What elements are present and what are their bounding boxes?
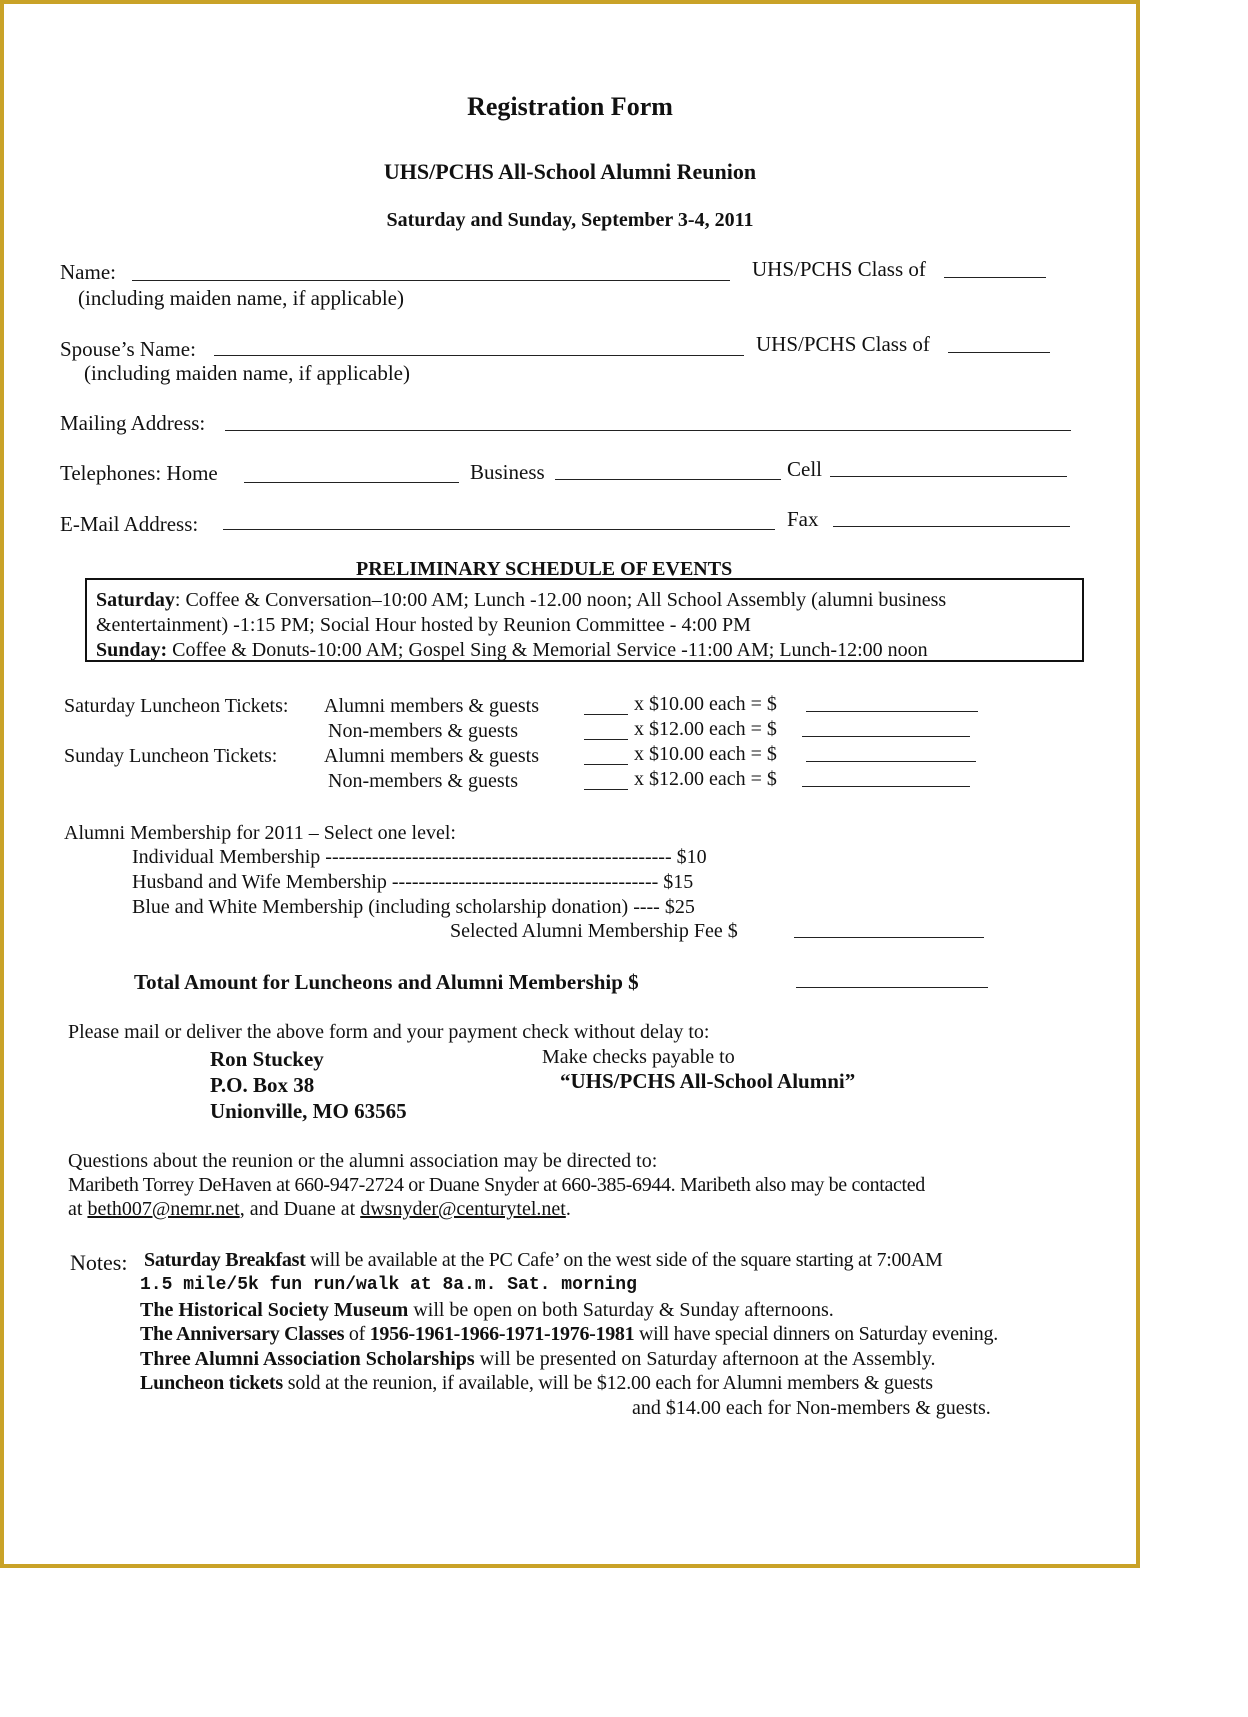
- sunday-tickets-label: Sunday Luncheon Tickets:: [64, 745, 278, 767]
- form-subtitle: UHS/PCHS All-School Alumni Reunion: [383, 159, 757, 184]
- mailing-intro: Please mail or deliver the above form and your payment check without delay to:: [68, 1021, 710, 1043]
- form-title: Registration Form: [467, 92, 673, 121]
- selected-fee-field[interactable]: [794, 920, 984, 938]
- note-luncheon-bold: Luncheon tickets: [140, 1372, 283, 1394]
- note-museum-bold: The Historical Society Museum: [140, 1299, 409, 1321]
- payable-to: “UHS/PCHS All-School Alumni”: [560, 1069, 856, 1093]
- saturday-nonmember-price: x $12.00 each = $: [634, 718, 777, 740]
- email-link-maribeth[interactable]: beth007@nemr.net: [87, 1198, 240, 1220]
- mail-to-box: P.O. Box 38: [210, 1073, 315, 1097]
- sunday-events: Coffee & Donuts-10:00 AM; Gospel Sing & Memorial Service -11:00 AM; Lunch-12:00 noon: [167, 639, 928, 661]
- schedule-saturday-line-2: &entertainment) -1:15 PM; Social Hour hosted by Reunion Committee - 4:00 PM: [96, 614, 751, 636]
- email-label: E-Mail Address:: [60, 512, 199, 536]
- email-field[interactable]: [223, 512, 775, 530]
- questions-emails: [68, 1198, 571, 1221]
- mail-to-name: Ron Stuckey: [210, 1047, 324, 1071]
- email-link-duane[interactable]: dwsnyder@centurytel.net: [360, 1198, 566, 1220]
- schedule-box: [85, 578, 1084, 662]
- business-label: Business: [470, 460, 545, 484]
- sunday-nonmember-label: Non-members & guests: [328, 770, 518, 792]
- membership-heading: Alumni Membership for 2011 – Select one level:: [64, 822, 456, 844]
- questions-contacts: Maribeth Torrey DeHaven at 660-947-2724 or Duane Snyder at 660-385-6944. Maribeth also may be contacted: [68, 1174, 925, 1196]
- schedule-heading: PRELIMINARY SCHEDULE OF EVENTS: [356, 558, 733, 580]
- note-anniversary-years: 1956-1961-1966-1971-1976-1981: [369, 1323, 635, 1345]
- saturday-label: Saturday: [96, 589, 175, 611]
- sunday-label: Sunday:: [96, 639, 168, 661]
- membership-individual: Individual Membership ---------------------------------------------------- $10: [132, 846, 707, 868]
- questions-mid: , and Duane at: [239, 1198, 361, 1220]
- sunday-alumni-label: Alumni members & guests: [324, 745, 539, 767]
- name-field[interactable]: [132, 263, 730, 281]
- note-museum: [140, 1299, 834, 1322]
- saturday-events: : Coffee & Conversation–10:00 AM; Lunch -12.00 noon; All School Assembly (alumni business: [174, 589, 947, 611]
- form-dates: Saturday and Sunday, September 3-4, 2011: [386, 209, 754, 231]
- note-scholarships-bold: Three Alumni Association Scholarships: [140, 1348, 475, 1370]
- mailing-address-field[interactable]: [225, 413, 1071, 431]
- note-anniversary: [140, 1323, 998, 1346]
- payable-label: Make checks payable to: [542, 1046, 735, 1068]
- sunday-nonmember-amount[interactable]: [802, 769, 970, 787]
- class-of-field[interactable]: [944, 260, 1046, 278]
- sunday-alumni-price: x $10.00 each = $: [634, 743, 777, 765]
- saturday-tickets-label: Saturday Luncheon Tickets:: [64, 695, 289, 717]
- saturday-alumni-amount[interactable]: [806, 694, 978, 712]
- selected-fee-label: Selected Alumni Membership Fee $: [450, 920, 738, 942]
- mail-to-city: Unionville, MO 63565: [210, 1099, 407, 1123]
- class-of-label: UHS/PCHS Class of: [752, 257, 926, 281]
- note-anniversary-of: of: [344, 1323, 370, 1345]
- membership-couple: Husband and Wife Membership ---------------------------------------- $15: [132, 871, 694, 893]
- maiden-note: (including maiden name, if applicable): [78, 286, 404, 310]
- saturday-nonmember-label: Non-members & guests: [328, 720, 518, 742]
- total-label: Total Amount for Luncheons and Alumni Membership $: [134, 970, 639, 994]
- spouse-class-of-label: UHS/PCHS Class of: [756, 332, 930, 356]
- questions-end: .: [565, 1198, 571, 1220]
- note-scholarships: [140, 1348, 936, 1371]
- spouse-maiden-note: (including maiden name, if applicable): [84, 361, 410, 385]
- schedule-sunday-line: [96, 638, 1073, 663]
- cell-phone-field[interactable]: [830, 459, 1067, 477]
- notes-label: Notes:: [70, 1250, 128, 1275]
- sunday-alumni-qty[interactable]: [584, 747, 628, 765]
- saturday-nonmember-qty[interactable]: [584, 722, 628, 740]
- note-luncheon-text: sold at the reunion, if available, will be $12.00 each for Alumni members & guests: [282, 1372, 933, 1394]
- total-field[interactable]: [796, 970, 988, 988]
- note-breakfast: [144, 1249, 943, 1272]
- spouse-field[interactable]: [214, 338, 744, 356]
- business-phone-field[interactable]: [555, 462, 781, 480]
- mailing-address-label: Mailing Address:: [60, 411, 206, 435]
- saturday-alumni-price: x $10.00 each = $: [634, 693, 777, 715]
- saturday-nonmember-amount[interactable]: [802, 719, 970, 737]
- note-anniversary-bold: The Anniversary Classes: [140, 1323, 345, 1345]
- membership-blue-white: Blue and White Membership (including scholarship donation) ---- $25: [132, 896, 695, 918]
- telephones-home-label: Telephones: Home: [60, 461, 218, 485]
- note-luncheon: [140, 1372, 933, 1395]
- name-label: Name:: [60, 260, 116, 284]
- saturday-alumni-label: Alumni members & guests: [324, 695, 539, 717]
- note-luncheon-line-2: and $14.00 each for Non-members & guests.: [632, 1397, 991, 1419]
- fax-label: Fax: [787, 507, 819, 531]
- cell-label: Cell: [787, 457, 822, 481]
- spouse-label: Spouse’s Name:: [60, 337, 196, 361]
- schedule-saturday-line: [96, 588, 1073, 613]
- sunday-nonmember-qty[interactable]: [584, 772, 628, 790]
- sunday-nonmember-price: x $12.00 each = $: [634, 768, 777, 790]
- questions-intro: Questions about the reunion or the alumni association may be directed to:: [68, 1150, 658, 1172]
- questions-at: at: [68, 1198, 88, 1220]
- note-museum-text: will be open on both Saturday & Sunday afternoons.: [408, 1299, 834, 1321]
- sunday-alumni-amount[interactable]: [806, 744, 976, 762]
- spouse-class-of-field[interactable]: [948, 335, 1050, 353]
- note-breakfast-text: will be available at the PC Cafe’ on the west side of the square starting at 7:00AM: [305, 1249, 943, 1271]
- note-scholarships-text: will be presented on Saturday afternoon at the Assembly.: [474, 1348, 936, 1370]
- fax-field[interactable]: [833, 509, 1070, 527]
- note-fun-run: 1.5 mile/5k fun run/walk at 8a.m. Sat. morning: [140, 1275, 637, 1295]
- saturday-alumni-qty[interactable]: [584, 697, 628, 715]
- note-anniversary-text: will have special dinners on Saturday evening.: [634, 1323, 998, 1345]
- note-breakfast-bold: Saturday Breakfast: [144, 1249, 306, 1271]
- home-phone-field[interactable]: [244, 465, 459, 483]
